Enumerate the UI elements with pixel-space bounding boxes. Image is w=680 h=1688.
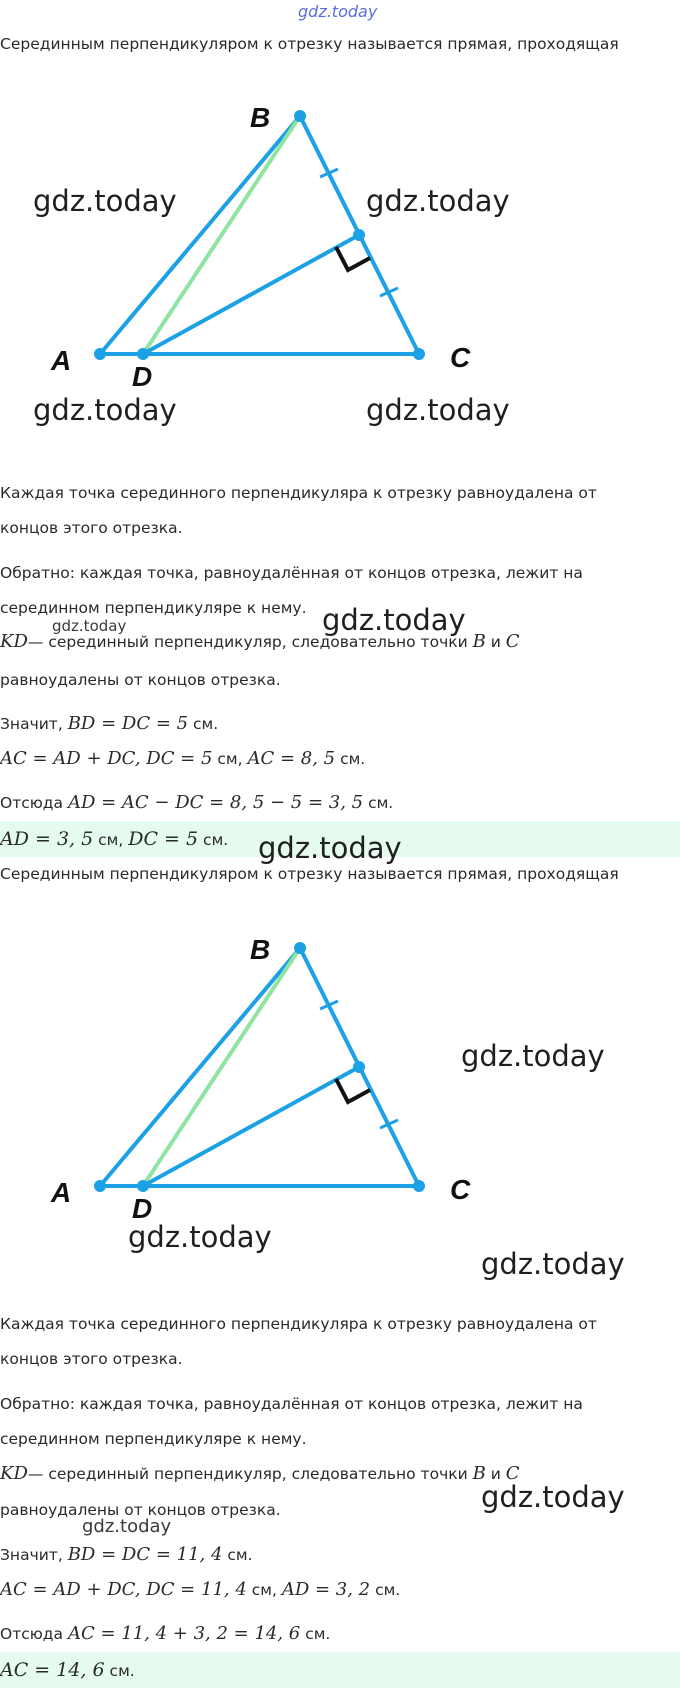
step-math: AC = 8, 5 (247, 748, 336, 769)
point-c-math: C (505, 631, 520, 652)
step-math: AC = 11, 4 + 3, 2 = 14, 6 (67, 1623, 301, 1644)
watermark: gdz.today (33, 184, 177, 218)
watermark-top: gdz.today (298, 2, 378, 21)
converse-text-line1: Обратно: каждая точка, равноудалённая от концов отрезка, лежит на (0, 1395, 583, 1413)
unit: см. (193, 715, 219, 733)
definition-text: Серединным перпендикуляром к отрезку называется прямая, проходящая (0, 865, 619, 883)
label-a: A (51, 1177, 72, 1208)
segment-bd (143, 948, 300, 1186)
unit: см. (227, 1546, 253, 1564)
converse-text-line2: серединном перпендикуляре к нему. (0, 599, 307, 617)
kd-statement-line1 (0, 632, 520, 652)
point-b (294, 942, 306, 954)
definition-text: Серединным перпендикуляром к отрезку называется прямая, проходящая (0, 35, 619, 53)
label-d: D (132, 361, 153, 392)
unit: см. (340, 750, 366, 768)
segment-dk (143, 1067, 359, 1186)
property-text-line1: Каждая точка серединного перпендикуляра к отрезку равноудалена от (0, 1315, 597, 1333)
watermark: gdz.today (258, 831, 402, 865)
converse-text-line2: серединном перпендикуляре к нему. (0, 1430, 307, 1448)
step-prefix: Отсюда (0, 794, 64, 812)
point-b-math: B (472, 631, 486, 652)
watermark: gdz.today (33, 393, 177, 427)
point-c (413, 1180, 425, 1192)
step-math: AD = 3, 2 (281, 1579, 371, 1600)
point-d (137, 348, 149, 360)
answer-math: AC = 14, 6 (0, 1659, 105, 1681)
watermark: gdz.today (366, 393, 510, 427)
label-d: D (132, 1193, 153, 1224)
step-3 (0, 1624, 330, 1644)
kd-text: — серединный перпендикуляр, следовательно точки (27, 1465, 468, 1483)
unit: см. (203, 831, 229, 849)
kd-statement-line2: равноудалены от концов отрезка. (0, 1501, 281, 1519)
point-k (353, 1061, 365, 1073)
label-a: A (51, 345, 72, 376)
unit: см. (375, 1581, 401, 1599)
watermark: gdz.today (461, 1039, 605, 1073)
kd-text: — серединный перпендикуляр, следовательно точки (27, 633, 468, 651)
unit: см. (305, 1625, 331, 1643)
property-text-line2: концов этого отрезка. (0, 519, 183, 537)
step-prefix: Отсюда (0, 1625, 64, 1643)
step-math: BD = DC = 5 (67, 713, 189, 734)
watermark: gdz.today (481, 1247, 625, 1281)
right-angle-mark (336, 247, 370, 270)
and-word: и (490, 633, 501, 651)
label-c: C (450, 342, 471, 373)
unit: см, (98, 831, 124, 849)
side-ab (100, 948, 300, 1186)
property-text-line1: Каждая точка серединного перпендикуляра к отрезку равноудалена от (0, 484, 597, 502)
triangle-figure-1 (0, 80, 680, 400)
unit: см. (109, 1662, 135, 1680)
point-c-math: C (505, 1463, 520, 1484)
answer-line (0, 829, 228, 850)
kd-math: KD (0, 1463, 28, 1484)
unit: см. (368, 794, 394, 812)
step-prefix: Значит, (0, 1546, 63, 1564)
label-b: B (250, 934, 271, 965)
point-c (413, 348, 425, 360)
watermark: gdz.today (322, 603, 466, 637)
answer-line (0, 1660, 135, 1681)
right-angle-mark (336, 1079, 370, 1102)
unit: см, (217, 750, 243, 768)
watermark: gdz.today (366, 184, 510, 218)
label-b: B (250, 102, 271, 133)
property-text-line2: концов этого отрезка. (0, 1350, 183, 1368)
step-prefix: Значит, (0, 715, 63, 733)
side-ab (100, 116, 300, 354)
kd-math: KD (0, 631, 28, 652)
watermark: gdz.today (128, 1220, 272, 1254)
unit: см, (251, 1581, 277, 1599)
step-2 (0, 749, 365, 769)
step-2 (0, 1580, 400, 1600)
step-math: AD = AC − DC = 8, 5 − 5 = 3, 5 (67, 792, 364, 813)
point-a (94, 348, 106, 360)
point-k (353, 229, 365, 241)
point-b-math: B (472, 1463, 486, 1484)
answer-math: DC = 5 (128, 828, 199, 850)
step-1 (0, 714, 218, 734)
answer-math: AD = 3, 5 (0, 828, 94, 850)
step-math: AC = AD + DC, DC = 11, 4 (0, 1579, 247, 1600)
converse-text-line1: Обратно: каждая точка, равноудалённая от концов отрезка, лежит на (0, 564, 583, 582)
step-3 (0, 793, 393, 813)
segment-bd (143, 116, 300, 354)
segment-dk (143, 235, 359, 354)
watermark: gdz.today (481, 1480, 625, 1514)
kd-statement-line1 (0, 1464, 520, 1484)
watermark-small: gdz.today (52, 617, 127, 635)
watermark-small: gdz.today (82, 1516, 172, 1537)
kd-statement-line2: равноудалены от концов отрезка. (0, 671, 281, 689)
label-c: C (450, 1174, 471, 1205)
point-a (94, 1180, 106, 1192)
step-math: BD = DC = 11, 4 (67, 1544, 223, 1565)
step-math: AC = AD + DC, DC = 5 (0, 748, 213, 769)
step-1 (0, 1545, 253, 1565)
point-d (137, 1180, 149, 1192)
point-b (294, 110, 306, 122)
and-word: и (490, 1465, 501, 1483)
